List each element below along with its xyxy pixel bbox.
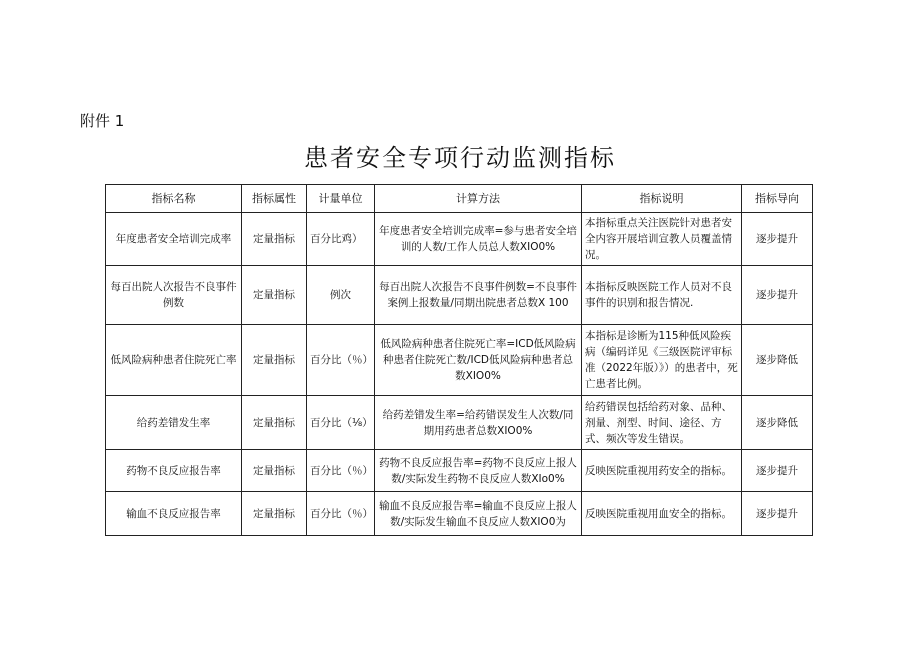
cell-method: 药物不良反应报告率=药物不良反应上报人数/实际发生药物不良反应人数XIo0% [375,450,582,492]
cell-description: 本指标重点关注医院针对患者安全内容开展培训宣教人员覆盖情况。 [582,213,742,266]
cell-attribute: 定量指标 [242,450,307,492]
header-name: 指标名称 [106,185,242,213]
table-row [106,325,813,396]
cell-name: 每百出院人次报告不良事件例数 [106,266,242,325]
cell-name: 药物不良反应报告率 [106,450,242,492]
cell-method: 年度患者安全培训完成率=参与患者安全培训的人数/工作人员总人数XIO0% [375,213,582,266]
table-row [106,266,813,325]
cell-unit: 百分比（⅛） [307,396,375,450]
cell-description: 给药错误包括给药对象、品种、剂量、剂型、时间、途径、方式、频次等发生错误。 [582,396,742,450]
cell-name: 低风险病种患者住院死亡率 [106,325,242,396]
cell-direction: 逐步提升 [742,266,813,325]
cell-attribute: 定量指标 [242,325,307,396]
cell-direction: 逐步提升 [742,492,813,536]
cell-unit: 百分比（％） [307,450,375,492]
cell-description: 反映医院重视用血安全的指标。 [582,492,742,536]
table-row [106,450,813,492]
cell-unit: 例次 [307,266,375,325]
table-row [106,213,813,266]
cell-method: 给药差错发生率=给药错误发生人次数/同期用药患者总数XIO0% [375,396,582,450]
document-title: 患者安全专项行动监测指标 [304,144,616,172]
cell-method: 低风险病种患者住院死亡率=ICD低风险病种患者住院死亡数/ICD低风险病种患者总数XIO0% [375,325,582,396]
cell-attribute: 定量指标 [242,492,307,536]
cell-description: 反映医院重视用药安全的指标。 [582,450,742,492]
cell-name: 输血不良反应报告率 [106,492,242,536]
cell-attribute: 定量指标 [242,266,307,325]
cell-direction: 逐步提升 [742,450,813,492]
cell-direction: 逐步降低 [742,325,813,396]
cell-attribute: 定量指标 [242,213,307,266]
cell-method: 每百出院人次报告不良事件例数=不良事件案例上报数量/同期出院患者总数X 100 [375,266,582,325]
table-row [106,492,813,536]
cell-description: 本指标是诊断为115种低风险疾病（编码详见《三级医院评审标准（2022年版）》）的患者中，死亡患者比例。 [582,325,742,396]
cell-unit: 百分比（％） [307,492,375,536]
header-attribute: 指标属性 [242,185,307,213]
attachment-label: 附件 1 [80,112,125,130]
cell-name: 给药差错发生率 [106,396,242,450]
indicator-table [105,184,813,536]
table-row [106,396,813,450]
cell-description: 本指标反映医院工作人员对不良事件的识别和报告情况. [582,266,742,325]
header-unit: 计量单位 [307,185,375,213]
header-direction: 指标导向 [742,185,813,213]
cell-attribute: 定量指标 [242,396,307,450]
header-description: 指标说明 [582,185,742,213]
cell-method: 输血不良反应报告率=输血不良反应上报人数/实际发生输血不良反应人数XIO0为 [375,492,582,536]
cell-name: 年度患者安全培训完成率 [106,213,242,266]
header-method: 计算方法 [375,185,582,213]
cell-unit: 百分比（％） [307,325,375,396]
cell-direction: 逐步降低 [742,396,813,450]
cell-direction: 逐步提升 [742,213,813,266]
cell-unit: 百分比鸡） [307,213,375,266]
table-header-row [106,185,813,213]
